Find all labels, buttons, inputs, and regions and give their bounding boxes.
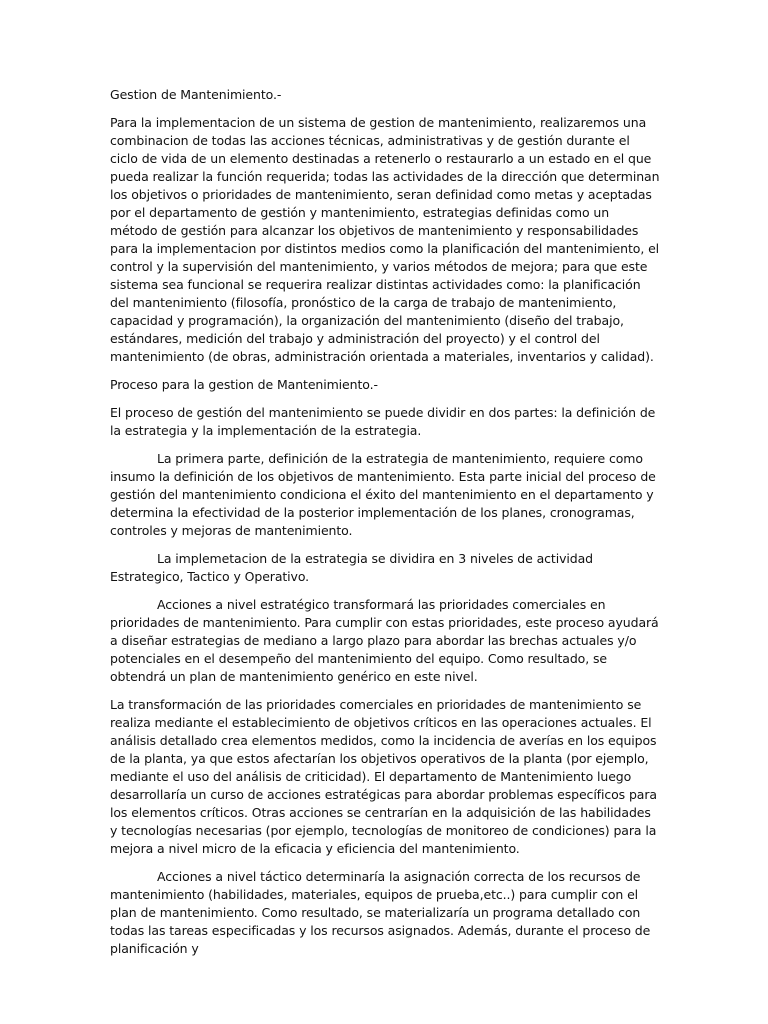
process-intro-paragraph: El proceso de gestión del mantenimiento se puede dividir en dos partes: la definición de la estrategia y la implementación de la estrategia. <box>110 405 656 438</box>
intro-paragraph: Para la implementacion de un sistema de gestion de mantenimiento, realizaremos una combinacion de todas las acciones técnicas, administrativas y de gestión durante el ciclo de vida de un elemento destinadas a retenerlo o restaurarlo a un estado en el que pueda realizar la función requerida; todas las actividades de la dirección que determinan los objetivos o prioridades de mantenimiento, seran definidad como metas y aceptadas por el departamento de gestión y mantenimiento, estrategias definidas como un método de gestión para alcanzar los objetivos de mantenimiento y responsabilidades para la implementacion por distintos medios como la planificación del mantenimiento, el control y la supervisión del mantenimiento, y varios métodos de mejora; para que este sistema sea funcional se requerira realizar distintas actividades como: la planificación del mantenimiento (filosofía, pronóstico de la carga de trabajo de mantenimiento, capacidad y programación), la organización del mantenimiento (diseño del trabajo, estándares, medición del trabajo y administración del proyecto) y el control del mantenimiento (de obras, administración orientada a materiales, inventarios y calidad). <box>110 115 660 364</box>
levels-paragraph: La implemetacion de la estrategia se dividira en 3 niveles de actividad Estrategico, Tactico y Operativo. <box>110 551 593 584</box>
document-title: Gestion de Mantenimiento.- <box>110 87 282 102</box>
transformation-paragraph: La transformación de las prioridades comerciales en prioridades de mantenimiento se realiza mediante el establecimiento de objetivos críticos en las operaciones actuales. El análisis detallado crea elementos medidos, como la incidencia de averías en los equipos de la planta, ya que estos afectarían los objetivos operativos de la planta (por ejemplo, mediante el uso del análisis de criticidad). El departamento de Mantenimiento luego desarrollaría un curso de acciones estratégicas para abordar problemas específicos para los elementos críticos. Otras acciones se centrarían en la adquisición de las habilidades y tecnologías necesarias (por ejemplo, tecnologías de monitoreo de condiciones) para la mejora a nivel micro de la eficacia y eficiencia del mantenimiento. <box>110 697 657 856</box>
first-part-paragraph: La primera parte, definición de la estrategia de mantenimiento, requiere como insumo la definición de los objetivos de mantenimiento. Esta parte inicial del proceso de gestión del mantenimiento condiciona el éxito del mantenimiento en el departamento y determina la efectividad de la posterior implementación de los planes, cronogramas, controles y mejoras de mantenimiento. <box>110 451 656 538</box>
tactical-paragraph: Acciones a nivel táctico determinaría la asignación correcta de los recursos de mantenimiento (habilidades, materiales, equipos de prueba,etc..) para cumplir con el plan de mantenimiento. Como resultado, se materializaría un programa detallado con todas las tareas especificadas y los recursos asignados. Además, durante el proceso de planificación y <box>110 869 651 956</box>
process-heading: Proceso para la gestion de Mantenimiento.- <box>110 377 378 392</box>
strategic-paragraph: Acciones a nivel estratégico transformará las prioridades comerciales en prioridades de mantenimiento. Para cumplir con estas prioridades, este proceso ayudará a diseñar estrategias de mediano a largo plazo para abordar las brechas actuales y/o potenciales en el desempeño del mantenimiento del equipo. Como resultado, se obtendrá un plan de mantenimiento genérico en este nivel. <box>110 597 659 684</box>
document-page <box>110 86 660 968</box>
